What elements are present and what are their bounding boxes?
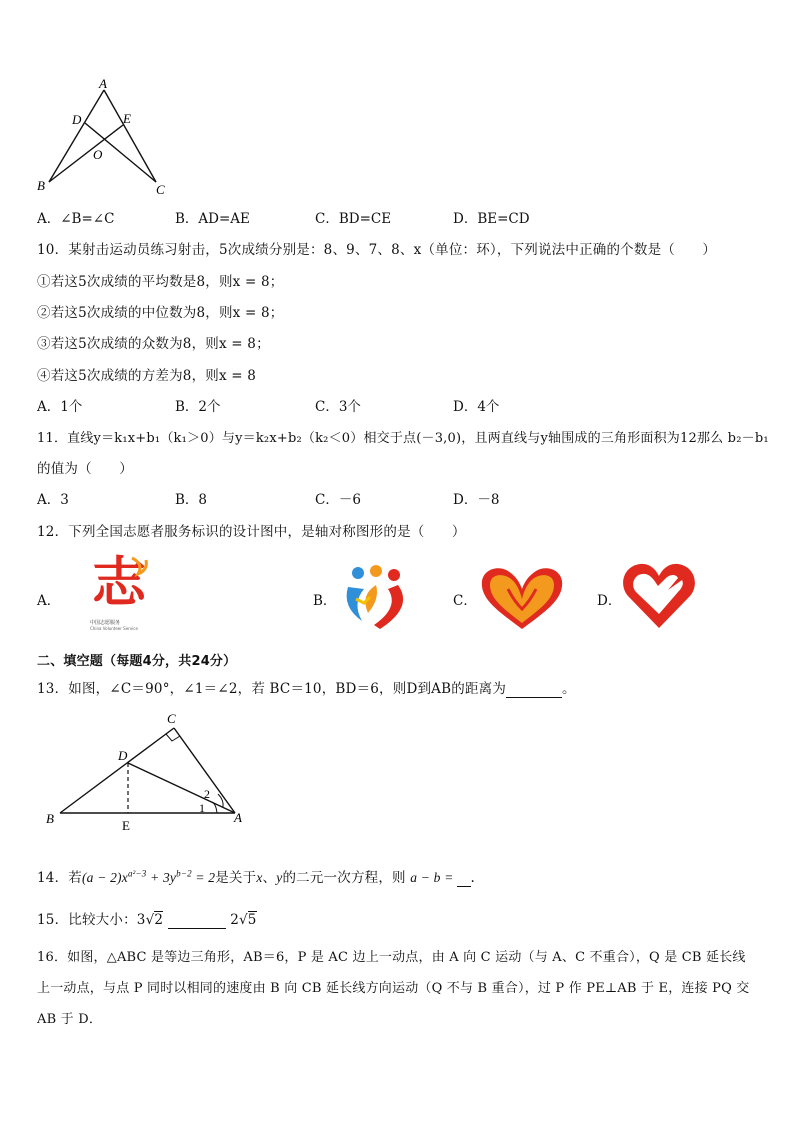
q15-left-rad: 2 — [154, 912, 164, 928]
q12-option-c: C． — [453, 593, 477, 609]
q14-suffix2: 的二元一次方程，则 — [282, 870, 406, 886]
q14-sep: 、 — [262, 870, 277, 886]
figure-q13 — [42, 708, 254, 836]
q14-end: . — [470, 870, 476, 886]
q14-mid: + 3y — [146, 870, 177, 885]
logo-a-caption: 中国志愿服务 — [90, 620, 121, 626]
q14-ab: a − b = — [410, 870, 454, 885]
q15-right-rad: 5 — [247, 912, 257, 928]
q11-stem-line2: 的值为（ ） — [37, 461, 133, 477]
fig13-angle-1: 1 — [199, 801, 205, 815]
q12-option-d: D． — [597, 593, 622, 609]
fig9-label-c: C — [156, 182, 165, 197]
q11-option-a: A．3 — [37, 492, 69, 508]
q10-option-a: A．1个 — [37, 399, 83, 415]
volunteer-logo-b-icon — [340, 563, 412, 633]
logo-a-flame-icon — [88, 556, 158, 618]
section-2-title: 二、填空题（每题4分，共24分） — [37, 654, 237, 669]
q16-line3: AB 于 D． — [37, 1012, 103, 1027]
fig9-label-a: A — [99, 78, 107, 91]
q10-option-c: C．3个 — [315, 399, 361, 415]
fig13-label-c: C — [167, 711, 176, 726]
fig13-label-a: A — [234, 810, 242, 825]
q12-option-b: B． — [313, 593, 337, 609]
q11-option-b: B．8 — [175, 492, 208, 508]
logo-a-caption-en: China Volunteer Service — [90, 626, 138, 631]
q10-option-d: D．4个 — [453, 399, 500, 415]
q14-sup1: a²−3 — [127, 868, 147, 879]
fig9-label-o: O — [93, 147, 103, 162]
volunteer-logo-a — [88, 551, 158, 634]
q13-answer-blank[interactable] — [506, 681, 562, 698]
fig9-label-b: B — [37, 178, 45, 193]
q10-item-2: ②若这5次成绩的中位数为8，则x = 8； — [37, 305, 284, 321]
q14-answer-blank[interactable] — [457, 870, 471, 887]
q13-stem: 13．如图，∠C＝90°，∠1＝∠2，若 BC＝10，BD＝6，则D到AB的距离为 — [37, 681, 507, 697]
fig13-angle-2: 2 — [204, 787, 210, 801]
q11-option-c: C．－6 — [315, 492, 361, 508]
q15-answer-blank[interactable] — [168, 912, 226, 929]
fig9-label-d: D — [72, 112, 82, 127]
q12-option-a: A． — [37, 593, 61, 609]
q12-stem: 12．下列全国志愿者服务标识的设计图中，是轴对称图形的是（ ） — [37, 524, 466, 540]
q16-line2: 上一动点，与点 P 同时以相同的速度由 B 向 CB 延长线方向运动（Q 不与 B 重合），过 P 作 PE⊥AB 于 E，连接 PQ 交 — [37, 981, 750, 996]
q14-line — [37, 866, 475, 887]
volunteer-logo-d-hand-heart-icon — [620, 558, 698, 632]
sqrt-icon: √ — [145, 912, 155, 928]
fig9-label-e: E — [123, 111, 131, 126]
q9-option-a: A．∠B=∠C — [37, 211, 115, 227]
q14-x: x — [256, 870, 263, 885]
q10-stem: 10．某射击运动员练习射击，5次成绩分别是：8、9、7、8、x（单位：环），下列说法中正确的个数是（ ） — [37, 242, 717, 258]
fig13-label-d: D — [118, 748, 128, 763]
q14-suffix: 是关于 — [215, 870, 257, 886]
q13-end: 。 — [562, 681, 576, 697]
q13-stem-line — [37, 677, 576, 698]
q11-stem-line1: 11．直线y＝k₁x+b₁（k₁＞0）与y＝k₂x+b₂（k₂＜0）相交于点(－3,0)，且两直线与y轴围成的三角形面积为12那么 b₂－b₁ — [37, 431, 769, 446]
q15-right-coef: 2 — [230, 912, 239, 928]
logo-a-character: 志 — [92, 551, 146, 614]
q16-line1: 16．如图，△ABC 是等边三角形，AB＝6，P 是 AC 边上一动点，由 A 向 C 运动（与 A、C 不重合），Q 是 CB 延长线 — [37, 950, 746, 965]
q9-option-c: C．BD=CE — [315, 211, 392, 227]
q14-sup2: b−2 — [176, 868, 192, 879]
q10-item-4: ④若这5次成绩的方差为8，则x = 8 — [37, 368, 257, 384]
q10-item-3: ③若这5次成绩的众数为8，则x = 8； — [37, 336, 270, 352]
q14-eq-end: = 2 — [191, 870, 216, 885]
fig13-label-b: B — [46, 811, 54, 826]
q9-option-d: D．BE=CD — [453, 211, 530, 227]
q15-line — [37, 908, 257, 929]
q15-prefix: 15．比较大小： — [37, 912, 137, 928]
q11-option-d: D．－8 — [453, 492, 500, 508]
q10-item-1: ①若这5次成绩的平均数是8，则x = 8； — [37, 274, 284, 290]
q14-y: y — [276, 870, 283, 885]
sqrt-icon: √ — [238, 912, 248, 928]
q15-left-coef: 3 — [136, 912, 146, 928]
figure-q9 — [34, 78, 174, 198]
q14-prefix: 14．若 — [37, 870, 82, 886]
q9-option-b: B．AD=AE — [175, 211, 250, 227]
q14-eq: (a − 2)x — [81, 870, 128, 885]
volunteer-logo-c-heart-icon — [478, 565, 566, 631]
fig13-label-e: E — [122, 818, 130, 833]
q10-option-b: B．2个 — [175, 399, 221, 415]
